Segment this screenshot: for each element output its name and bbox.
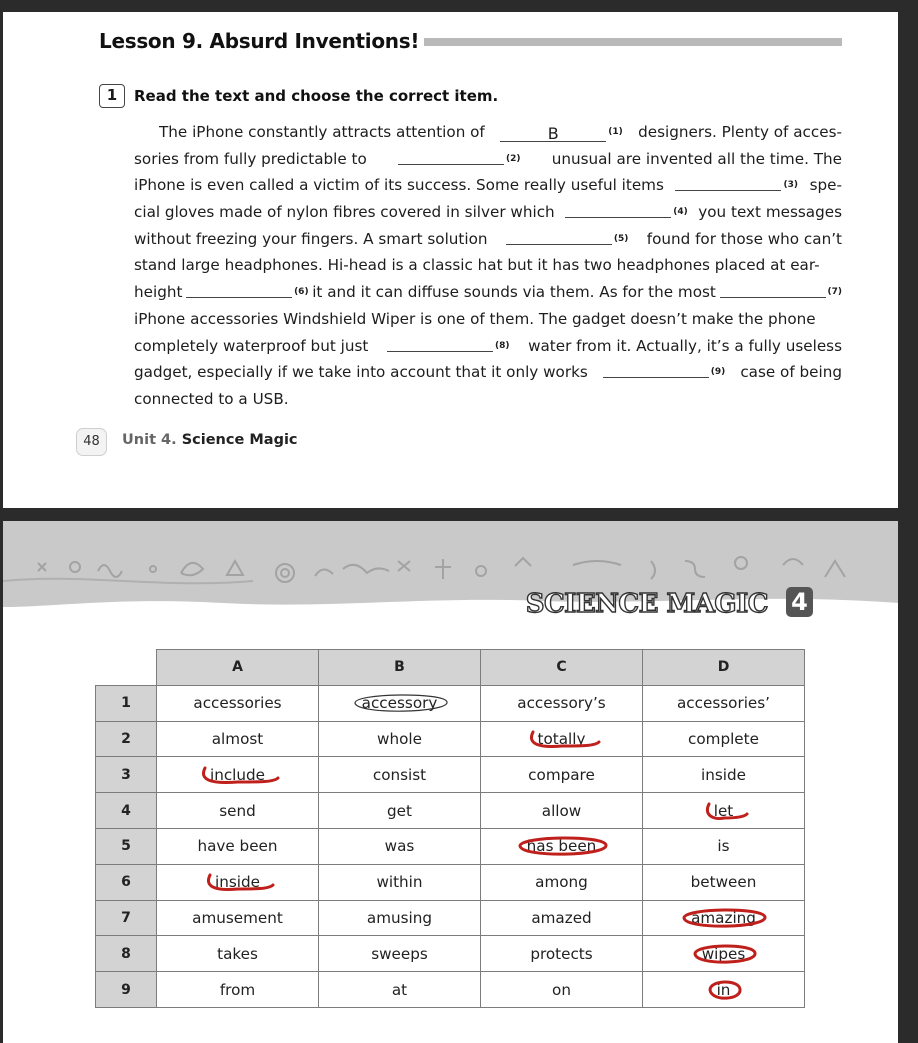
row-number: 9 <box>96 972 157 1008</box>
row-number: 2 <box>96 721 157 757</box>
passage-line: without freezing your fingers. A smart solution $^{(5)}$ found for those who can’t <box>134 229 842 248</box>
option-cell[interactable] <box>319 793 481 829</box>
answer-gap-1[interactable]: B <box>500 125 606 142</box>
table-corner <box>96 650 157 686</box>
table-row <box>96 828 805 864</box>
option-cell[interactable] <box>157 936 319 972</box>
answer-gap-7[interactable] <box>720 281 826 298</box>
option-text: accessory <box>362 694 438 712</box>
option-text: accessories <box>193 694 282 713</box>
table-row <box>96 864 805 900</box>
column-header-a: A <box>157 650 319 686</box>
page-number: 48 <box>76 428 107 456</box>
table-row <box>96 757 805 793</box>
passage-line: gadget, especially if we take into account that it only works $^{(9)}$ case of being <box>134 363 842 382</box>
option-text: is <box>717 837 730 856</box>
answer-gap-9[interactable] <box>603 361 709 378</box>
answer-gap-5[interactable] <box>506 228 612 245</box>
answer-options-table <box>95 649 805 1008</box>
row-number: 3 <box>96 757 157 793</box>
option-text: almost <box>211 729 264 748</box>
option-text: among <box>535 873 588 892</box>
option-text: within <box>376 873 423 892</box>
option-cell[interactable] <box>643 864 805 900</box>
option-text: totally <box>538 730 586 748</box>
banner-title: SCIENCE MAGIC <box>525 589 768 619</box>
option-cell[interactable] <box>319 828 481 864</box>
answer-gap-4[interactable] <box>565 201 671 218</box>
option-cell[interactable] <box>319 685 481 721</box>
option-text: inside <box>701 765 746 784</box>
banner-unit-number: 4 <box>786 587 813 617</box>
passage-line: cial gloves made of nylon fibres covered in silver which $^{(4)}$ you text messages <box>134 203 842 222</box>
passage-line: The iPhone constantly attracts attention of B $^{(1)}$ designers. Plenty of acces- <box>159 123 842 144</box>
option-cell[interactable] <box>157 757 319 793</box>
option-text: amusement <box>192 908 283 927</box>
option-text: amusing <box>366 908 433 927</box>
column-header-d: D <box>643 650 805 686</box>
option-cell[interactable] <box>157 972 319 1008</box>
option-cell[interactable] <box>643 685 805 721</box>
option-text: let <box>714 802 734 820</box>
option-text: include <box>210 766 265 784</box>
option-text: amazed <box>531 908 592 927</box>
row-number: 7 <box>96 900 157 936</box>
table-row <box>96 793 805 829</box>
option-cell[interactable] <box>481 972 643 1008</box>
ink-mark <box>523 724 601 754</box>
ink-mark <box>347 688 453 718</box>
workbook-page-2 <box>3 521 898 1043</box>
option-text: at <box>391 980 408 999</box>
option-cell[interactable] <box>481 685 643 721</box>
row-number: 1 <box>96 685 157 721</box>
table-row <box>96 936 805 972</box>
passage-line: iPhone is even called a victim of its success. Some really useful items $^{(3)}$ spe- <box>134 176 842 195</box>
option-text: takes <box>217 944 258 963</box>
option-cell[interactable] <box>481 721 643 757</box>
option-cell[interactable] <box>319 864 481 900</box>
option-cell[interactable] <box>319 900 481 936</box>
option-cell[interactable] <box>481 828 643 864</box>
row-number: 4 <box>96 793 157 829</box>
option-text: was <box>384 837 415 856</box>
option-cell[interactable] <box>157 685 319 721</box>
table-row <box>96 900 805 936</box>
option-cell[interactable] <box>319 936 481 972</box>
table-row <box>96 721 805 757</box>
title-rule <box>424 38 842 46</box>
option-cell[interactable] <box>157 721 319 757</box>
option-cell[interactable] <box>481 936 643 972</box>
ink-mark <box>195 760 280 790</box>
passage-line: sories from fully predictable to $^{(2)}$ unusual are invented all the time. The <box>134 149 842 168</box>
option-text: wipes <box>702 945 746 963</box>
option-text: in <box>717 981 731 999</box>
option-cell[interactable] <box>319 757 481 793</box>
option-cell[interactable] <box>157 793 319 829</box>
row-number: 5 <box>96 828 157 864</box>
ink-mark <box>676 903 771 933</box>
option-text: have been <box>197 837 278 856</box>
option-text: complete <box>688 729 759 748</box>
option-cell[interactable] <box>643 936 805 972</box>
task-number: 1 <box>99 84 125 108</box>
option-cell[interactable] <box>481 793 643 829</box>
option-text: sweeps <box>371 944 428 963</box>
passage-line: stand large headphones. Hi-head is a classic hat but it has two headphones placed at ear- <box>134 256 820 275</box>
answer-gap-2[interactable] <box>398 148 504 165</box>
ink-mark <box>512 831 612 861</box>
row-number: 8 <box>96 936 157 972</box>
table-header-row <box>96 650 805 686</box>
ink-mark <box>200 867 275 897</box>
option-text: send <box>219 801 256 820</box>
option-text: from <box>219 980 256 999</box>
column-header-b: B <box>319 650 481 686</box>
option-cell[interactable] <box>643 721 805 757</box>
option-cell[interactable] <box>643 900 805 936</box>
answer-gap-3[interactable] <box>675 174 781 191</box>
option-cell[interactable] <box>481 864 643 900</box>
option-cell[interactable] <box>481 900 643 936</box>
passage-line: iPhone accessories Windshield Wiper is one of them. The gadget doesn’t make the phone <box>134 309 816 328</box>
option-cell[interactable] <box>643 793 805 829</box>
task-instruction: Read the text and choose the correct item. <box>134 87 499 105</box>
table-row <box>96 685 805 721</box>
option-cell[interactable] <box>157 828 319 864</box>
option-text: accessories’ <box>676 694 771 713</box>
lesson-title: Lesson 9. Absurd Inventions! <box>99 29 420 53</box>
unit-label: Unit 4. Science Magic <box>122 432 298 448</box>
option-text: inside <box>215 873 260 891</box>
answer-gap-8[interactable] <box>387 335 493 352</box>
option-text: on <box>552 980 571 999</box>
option-text: has been <box>527 837 597 855</box>
option-text: whole <box>377 729 422 748</box>
row-number: 6 <box>96 864 157 900</box>
ink-mark <box>702 975 746 1005</box>
option-text: amazing <box>691 909 756 927</box>
passage-line: height $^{(6)}$ it and it can diffuse sounds via them. As for the most $^{(7)}$ <box>134 283 842 302</box>
answer-gap-6[interactable] <box>186 281 292 298</box>
workbook-page <box>3 12 898 508</box>
table-row <box>96 972 805 1008</box>
option-cell[interactable] <box>157 864 319 900</box>
option-text: consist <box>372 765 427 784</box>
option-cell[interactable] <box>643 972 805 1008</box>
option-text: get <box>387 801 412 820</box>
ink-mark <box>699 796 749 826</box>
option-text: between <box>690 873 757 892</box>
reading-passage <box>134 119 842 413</box>
option-text: accessory’s <box>517 694 606 713</box>
option-cell[interactable] <box>481 757 643 793</box>
option-cell[interactable] <box>319 972 481 1008</box>
passage-line: connected to a USB. <box>134 389 289 408</box>
option-cell[interactable] <box>643 757 805 793</box>
ink-mark <box>687 939 761 969</box>
option-text: protects <box>530 944 593 963</box>
option-cell[interactable] <box>157 900 319 936</box>
option-cell[interactable] <box>643 828 805 864</box>
column-header-c: C <box>481 650 643 686</box>
passage-line: completely waterproof but just $^{(8)}$ water from it. Actually, it’s a fully useless <box>134 336 842 355</box>
option-cell[interactable] <box>319 721 481 757</box>
option-text: compare <box>528 765 595 784</box>
option-text: allow <box>541 801 582 820</box>
